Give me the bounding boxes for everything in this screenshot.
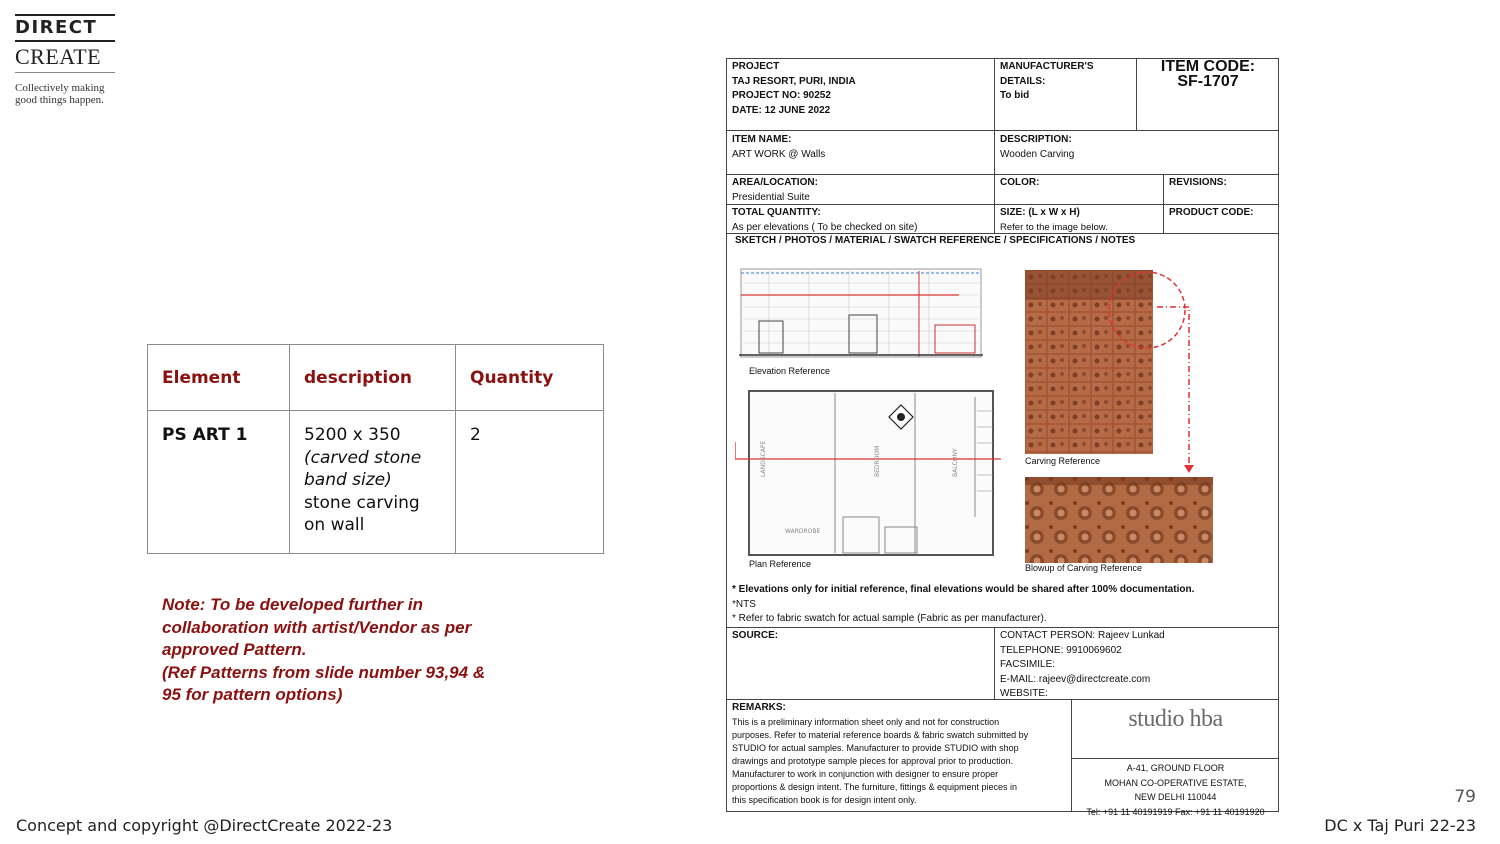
plan-drawing bbox=[735, 387, 1001, 559]
contact-website: WEBSITE: bbox=[1000, 688, 1048, 699]
note-line-1: Note: To be developed further in bbox=[162, 595, 423, 614]
cell-element: PS ART 1 bbox=[148, 411, 290, 554]
note-elevations: * Elevations only for initial reference, final elevations would be shared after 100% documentation. bbox=[732, 584, 1195, 595]
area-cell bbox=[727, 175, 995, 205]
size-value: Refer to the image below. bbox=[1000, 221, 1108, 233]
total-quantity-value: As per elevations ( To be checked on site) bbox=[732, 221, 918, 233]
remarks-line-1: This is a preliminary information sheet only and not for construction bbox=[732, 716, 1000, 727]
source-label: SOURCE: bbox=[732, 630, 779, 641]
desc-italic-1: (carved stone bbox=[304, 447, 422, 468]
remarks-line-2: purposes. Refer to material reference boards & fabric swatch submitted by bbox=[732, 729, 1029, 740]
logo-line-direct: DIRECT bbox=[15, 17, 98, 38]
header-element: Element bbox=[148, 345, 290, 411]
cell-quantity: 2 bbox=[456, 411, 604, 554]
table-row bbox=[148, 411, 604, 554]
desc-rest-2: on wall bbox=[304, 515, 365, 535]
plan-label-bedroom: BEDROOM bbox=[874, 445, 881, 477]
plan-label-balcony: BALCONY bbox=[952, 448, 959, 477]
project-date: DATE: 12 JUNE 2022 bbox=[732, 104, 831, 116]
element-table bbox=[147, 344, 604, 554]
description-label: DESCRIPTION: bbox=[1000, 134, 1072, 145]
address-line-1: A-41, GROUND FLOOR bbox=[1126, 763, 1225, 773]
page-number: 79 bbox=[1454, 787, 1476, 807]
address-line-2: MOHAN CO-OPERATIVE ESTATE, bbox=[1104, 777, 1247, 788]
development-note bbox=[162, 594, 542, 707]
revisions-cell bbox=[1164, 175, 1279, 205]
footer-copyright: Concept and copyright @DirectCreate 2022-23 bbox=[16, 816, 393, 835]
project-label: PROJECT bbox=[732, 61, 780, 72]
contact-person: CONTACT PERSON: Rajeev Lunkad bbox=[1000, 630, 1165, 641]
product-code-label: PRODUCT CODE: bbox=[1169, 207, 1254, 218]
color-cell bbox=[995, 175, 1164, 205]
header-description: description bbox=[290, 345, 456, 411]
caption-blowup: Blowup of Carving Reference bbox=[1025, 563, 1143, 573]
remarks-line-7: this specification book is for design intent only. bbox=[732, 794, 917, 805]
caption-elevation: Elevation Reference bbox=[749, 366, 831, 376]
note-line-5: 95 for pattern options) bbox=[162, 685, 343, 704]
caption-plan: Plan Reference bbox=[749, 559, 812, 569]
contact-cell bbox=[995, 627, 1279, 700]
remarks-text bbox=[732, 716, 1066, 807]
item-name-value: ART WORK @ Walls bbox=[732, 148, 826, 160]
contact-telephone: TELEPHONE: 9910069602 bbox=[1000, 644, 1122, 656]
contact-email: E-MAIL: rajeev@directcreate.com bbox=[1000, 673, 1151, 685]
note-nts: *NTS bbox=[732, 598, 756, 610]
logo-tagline-2: good things happen. bbox=[15, 94, 104, 106]
remarks-label: REMARKS: bbox=[732, 702, 786, 713]
manufacturer-label-1: MANUFACTURER'S bbox=[1000, 61, 1094, 72]
description-cell bbox=[995, 131, 1279, 175]
remarks-line-4: drawings and prototype sample pieces for approval prior to production. bbox=[732, 755, 1014, 766]
remarks-line-6: proportions & design intent. The furniture, fittings & equipment pieces in bbox=[732, 781, 1017, 792]
product-code-cell bbox=[1164, 205, 1279, 234]
item-code-cell bbox=[1137, 59, 1279, 131]
contact-facsimile: FACSIMILE: bbox=[1000, 659, 1056, 670]
note-line-2: collaboration with artist/Vendor as per bbox=[162, 617, 472, 637]
size-cell bbox=[995, 205, 1164, 234]
cell-description bbox=[290, 411, 456, 554]
item-name-label: ITEM NAME: bbox=[732, 134, 792, 145]
desc-rest-1: stone carving bbox=[304, 492, 420, 513]
desc-size: 5200 x 350 bbox=[304, 425, 401, 445]
logo-tagline-1: Collectively making bbox=[15, 82, 105, 94]
item-code-value: SF-1707 bbox=[1177, 72, 1239, 90]
area-label: AREA/LOCATION: bbox=[732, 177, 818, 188]
remarks-line-3: STUDIO for actual samples. Manufacturer to provide STUDIO with shop bbox=[732, 742, 1019, 753]
carving-blowup-photo bbox=[1025, 477, 1213, 563]
caption-carving: Carving Reference bbox=[1025, 456, 1101, 466]
studio-logo-cell bbox=[1072, 700, 1279, 759]
item-code-label: ITEM CODE: bbox=[1160, 58, 1256, 75]
color-label: COLOR: bbox=[1000, 177, 1040, 188]
footer-project: DC x Taj Puri 22-23 bbox=[1324, 816, 1476, 835]
total-quantity-cell bbox=[727, 205, 995, 234]
sheet-notes bbox=[732, 583, 1194, 627]
project-cell bbox=[727, 59, 995, 131]
description-value: Wooden Carving bbox=[1000, 148, 1075, 160]
project-name: TAJ RESORT, PURI, INDIA bbox=[732, 75, 856, 87]
element-table-header bbox=[148, 345, 604, 411]
manufacturer-label-2: DETAILS: bbox=[1000, 75, 1046, 87]
source-cell bbox=[727, 627, 995, 700]
manufacturer-value: To bid bbox=[1000, 90, 1030, 101]
total-quantity-label: TOTAL QUANTITY: bbox=[732, 207, 821, 218]
specification-sheet bbox=[726, 58, 1279, 817]
note-line-3: approved Pattern. bbox=[162, 640, 307, 659]
revisions-label: REVISIONS: bbox=[1169, 177, 1227, 188]
address-line-4: Tel: +91 11 40191919 Fax: +91 11 40191920 bbox=[1086, 806, 1265, 817]
direct-create-logo bbox=[15, 14, 115, 106]
area-value: Presidential Suite bbox=[732, 191, 810, 203]
remarks-cell bbox=[727, 700, 1072, 812]
header-quantity: Quantity bbox=[456, 345, 604, 411]
manufacturer-cell bbox=[995, 59, 1137, 131]
logo-rule-bottom bbox=[15, 72, 115, 73]
project-number: PROJECT NO: 90252 bbox=[732, 90, 831, 101]
plan-label-landscape: LANDSCAPE bbox=[760, 440, 767, 477]
note-line-4: (Ref Patterns from slide number 93,94 & bbox=[162, 662, 486, 682]
callout-arrow bbox=[1107, 269, 1197, 479]
elevation-drawing bbox=[739, 265, 985, 361]
remarks-line-5: Manufacturer to work in conjunction with designer to ensure proper bbox=[732, 768, 999, 779]
studio-hba-logo: studio hba bbox=[1128, 706, 1223, 732]
desc-italic-2: band size) bbox=[304, 470, 392, 490]
plan-label-wardrobe: WARDROBE bbox=[785, 528, 821, 535]
logo-tagline bbox=[15, 82, 115, 106]
sketch-section-title: SKETCH / PHOTOS / MATERIAL / SWATCH REFERENCE / SPECIFICATIONS / NOTES bbox=[735, 235, 1136, 246]
address-line-3: NEW DELHI 110044 bbox=[1134, 792, 1217, 802]
item-name-cell bbox=[727, 131, 995, 175]
address-cell bbox=[1072, 759, 1279, 817]
size-label: SIZE: (L x W x H) bbox=[1000, 207, 1080, 218]
logo-line-create: CREATE bbox=[15, 44, 102, 69]
note-fabric: * Refer to fabric swatch for actual sample (Fabric as per manufacturer). bbox=[732, 613, 1047, 624]
